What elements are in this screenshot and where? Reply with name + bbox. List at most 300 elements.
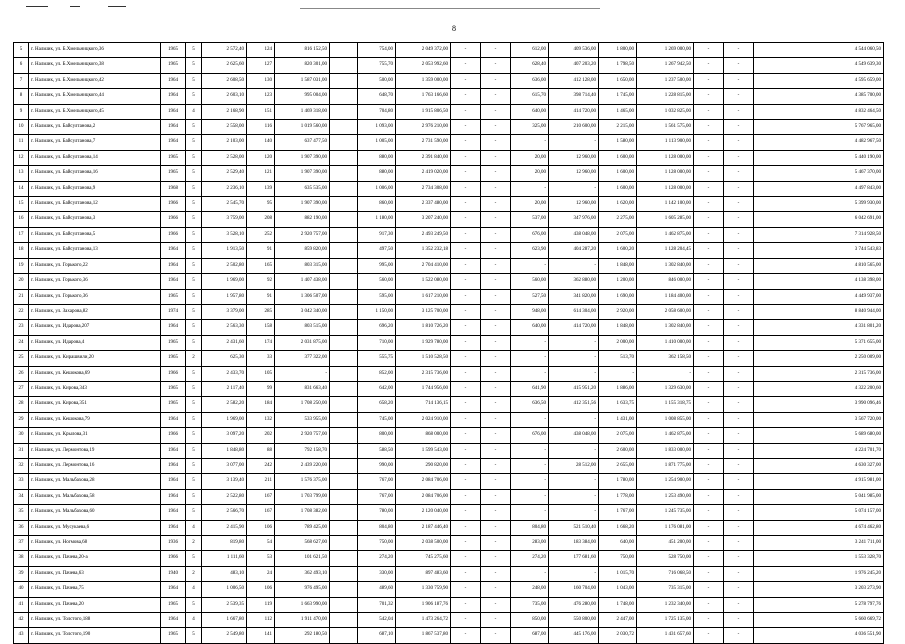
area-c-cell: 676,00 <box>511 227 549 242</box>
area-b-cell: 995,00 <box>358 258 396 273</box>
row-total-cell: 5 074 157,00 <box>754 505 884 520</box>
blank-cell-cell <box>330 274 358 289</box>
area-b-cell: 750,00 <box>358 536 396 551</box>
area-d-cell: 1 778,00 <box>599 489 637 504</box>
area-d-cell: 1 848,00 <box>599 258 637 273</box>
area-b-cell: 588,50 <box>358 443 396 458</box>
table-row <box>14 566 884 581</box>
dash-cell-cell: - <box>694 73 724 88</box>
cost-d-cell: 2 058 600,00 <box>637 304 694 319</box>
total-area-cell: 1 969,00 <box>202 412 247 427</box>
area-d-cell: 1 633,75 <box>599 397 637 412</box>
floors-cell: 5 <box>186 166 202 181</box>
year-built-cell: 1965 <box>161 351 186 366</box>
address-cell: г. Нальчик, ул. Идарова,207 <box>29 320 161 335</box>
blank-cell-cell <box>330 181 358 196</box>
row-number-cell: 16 <box>14 212 29 227</box>
dash-cell-cell: - <box>694 582 724 597</box>
residents-cell: 106 <box>247 520 275 535</box>
dash-cell-cell: - <box>481 597 511 612</box>
area-b-cell: 696,20 <box>358 320 396 335</box>
floors-cell: 5 <box>186 320 202 335</box>
row-number-cell: 35 <box>14 505 29 520</box>
year-built-cell: 1966 <box>161 428 186 443</box>
dash-cell-cell: - <box>724 428 754 443</box>
total-area-cell: 819,80 <box>202 536 247 551</box>
area-d-cell: 1 465,00 <box>599 104 637 119</box>
year-built-cell: 1940 <box>161 566 186 581</box>
dash-cell-cell: - <box>724 320 754 335</box>
table-row <box>14 474 884 489</box>
year-built-cell: 1966 <box>161 212 186 227</box>
year-built-cell: 1965 <box>161 289 186 304</box>
area-d-cell: 1 780,00 <box>599 474 637 489</box>
dash-cell-cell: - <box>724 628 754 643</box>
dash-cell-cell: - <box>724 613 754 628</box>
dash-cell-cell: - <box>694 335 724 350</box>
row-total-cell: 4 549 639,30 <box>754 58 884 73</box>
residents-cell: 242 <box>247 458 275 473</box>
total-area-cell: 1 848,80 <box>202 443 247 458</box>
area-c-cell: 850,00 <box>511 613 549 628</box>
area-b-cell: 497,50 <box>358 243 396 258</box>
cost-c-cell: 412 128,00 <box>549 73 599 88</box>
dash-cell-cell: - <box>481 89 511 104</box>
cost-c-cell: - <box>549 505 599 520</box>
residents-cell: 95 <box>247 197 275 212</box>
dash-cell-cell: - <box>694 120 724 135</box>
cost-b-cell: 1 763 166,60 <box>396 89 451 104</box>
cost-a-cell: 1 407 438,00 <box>275 274 330 289</box>
area-b-cell: 542,04 <box>358 613 396 628</box>
cost-c-cell: 404 287,20 <box>549 243 599 258</box>
row-number-cell: 20 <box>14 274 29 289</box>
dash-cell-cell: - <box>451 397 481 412</box>
cost-b-cell: 2 337 480,00 <box>396 197 451 212</box>
area-d-cell: 2 275,00 <box>599 212 637 227</box>
cost-d-cell: 1 410 000,00 <box>637 335 694 350</box>
row-number-cell: 27 <box>14 381 29 396</box>
cost-d-cell: 1 605 285,00 <box>637 212 694 227</box>
area-d-cell: 2 920,00 <box>599 304 637 319</box>
cost-d-cell: 1 329 630,00 <box>637 381 694 396</box>
blank-cell-cell <box>330 89 358 104</box>
residents-cell: 252 <box>247 227 275 242</box>
cost-b-cell: 1 906 187,76 <box>396 597 451 612</box>
area-b-cell: 745,00 <box>358 412 396 427</box>
total-area-cell: 625,30 <box>202 351 247 366</box>
table-row <box>14 489 884 504</box>
total-area-cell: 2 539,35 <box>202 597 247 612</box>
dash-cell-cell: - <box>481 58 511 73</box>
area-c-cell: - <box>511 412 549 427</box>
row-total-cell: 4 331 801,20 <box>754 320 884 335</box>
dash-cell-cell: - <box>724 43 754 58</box>
area-c-cell: 20,00 <box>511 197 549 212</box>
dash-cell-cell: - <box>724 181 754 196</box>
address-cell: г. Нальчик, ул. Байсултанова,3 <box>29 212 161 227</box>
residents-cell: 92 <box>247 274 275 289</box>
table-row <box>14 58 884 73</box>
dash-cell-cell: - <box>694 613 724 628</box>
cost-c-cell: 409 536,00 <box>549 43 599 58</box>
row-total-cell: 4 630 327,00 <box>754 458 884 473</box>
total-area-cell: 483,10 <box>202 566 247 581</box>
area-d-cell: 1 668,20 <box>599 520 637 535</box>
cost-b-cell: 2 731 590,00 <box>396 135 451 150</box>
area-b-cell: 489,60 <box>358 582 396 597</box>
row-number-cell: 14 <box>14 181 29 196</box>
cost-d-cell: 1 128 000,00 <box>637 166 694 181</box>
area-b-cell: 880,00 <box>358 150 396 165</box>
floors-cell: 5 <box>186 443 202 458</box>
cost-d-cell: 1 833 000,00 <box>637 443 694 458</box>
area-c-cell: 325,00 <box>511 120 549 135</box>
residents-cell: 139 <box>247 181 275 196</box>
area-d-cell: 1 848,00 <box>599 320 637 335</box>
cost-d-cell: 1 245 735,00 <box>637 505 694 520</box>
address-cell: г. Нальчик, ул. Горького,36 <box>29 289 161 304</box>
area-b-cell: 1 093,00 <box>358 120 396 135</box>
floors-cell: 5 <box>186 258 202 273</box>
area-d-cell: 1 580,00 <box>599 135 637 150</box>
row-number-cell: 17 <box>14 227 29 242</box>
year-built-cell: 1964 <box>161 505 186 520</box>
dash-cell-cell: - <box>724 381 754 396</box>
dash-cell-cell: - <box>694 166 724 181</box>
total-area-cell: 3 139,40 <box>202 474 247 489</box>
residents-cell: 123 <box>247 89 275 104</box>
cost-a-cell: 1 907 390,00 <box>275 166 330 181</box>
area-c-cell: 640,00 <box>511 320 549 335</box>
cost-c-cell: 415 951,20 <box>549 381 599 396</box>
area-d-cell: 1 767,00 <box>599 505 637 520</box>
cost-b-cell: 1 867 537,80 <box>396 628 451 643</box>
row-number-cell: 30 <box>14 428 29 443</box>
dash-cell-cell: - <box>694 212 724 227</box>
blank-cell-cell <box>330 243 358 258</box>
dash-cell-cell: - <box>481 366 511 381</box>
dash-cell-cell: - <box>694 381 724 396</box>
cost-c-cell: 412 351,56 <box>549 397 599 412</box>
blank-cell-cell <box>330 628 358 643</box>
blank-cell-cell <box>330 597 358 612</box>
total-area-cell: 3 528,10 <box>202 227 247 242</box>
cost-d-cell: 846 000,00 <box>637 274 694 289</box>
dash-cell-cell: - <box>694 597 724 612</box>
cost-d-cell: 1 267 942,50 <box>637 58 694 73</box>
dash-cell-cell: - <box>481 197 511 212</box>
area-d-cell: 1 800,00 <box>599 43 637 58</box>
blank-cell-cell <box>330 320 358 335</box>
cost-d-cell: 1 725 135,00 <box>637 613 694 628</box>
dash-cell-cell: - <box>694 320 724 335</box>
total-area-cell: 3 097,20 <box>202 428 247 443</box>
table-row <box>14 443 884 458</box>
dash-cell-cell: - <box>451 335 481 350</box>
dash-cell-cell: - <box>451 474 481 489</box>
cost-d-cell: 1 128 000,00 <box>637 181 694 196</box>
row-total-cell: 7 314 928,50 <box>754 227 884 242</box>
address-cell: г. Нальчик, ул. Байсултанова,7 <box>29 135 161 150</box>
cost-b-cell: 1 744 956,00 <box>396 381 451 396</box>
residents-cell: 54 <box>247 536 275 551</box>
dash-cell-cell: - <box>451 351 481 366</box>
cost-a-cell: 803 315,00 <box>275 258 330 273</box>
year-built-cell: 1964 <box>161 412 186 427</box>
residents-cell: 158 <box>247 320 275 335</box>
cost-a-cell: 1 019 560,00 <box>275 120 330 135</box>
dash-cell-cell: - <box>694 551 724 566</box>
dash-cell-cell: - <box>724 335 754 350</box>
cost-d-cell: - <box>637 366 694 381</box>
dash-cell-cell: - <box>481 120 511 135</box>
dash-cell-cell: - <box>724 397 754 412</box>
address-cell: г. Нальчик, ул. Байсултанова,12 <box>29 197 161 212</box>
area-c-cell: - <box>511 566 549 581</box>
total-area-cell: 2 528,00 <box>202 150 247 165</box>
row-number-cell: 8 <box>14 89 29 104</box>
dash-cell-cell: - <box>694 566 724 581</box>
table-row <box>14 289 884 304</box>
floors-cell: 5 <box>186 135 202 150</box>
area-b-cell: 687,10 <box>358 628 396 643</box>
cost-c-cell: 362 880,00 <box>549 274 599 289</box>
table-row <box>14 166 884 181</box>
area-c-cell: 641,90 <box>511 381 549 396</box>
cost-c-cell: 614 304,00 <box>549 304 599 319</box>
area-d-cell: 1 015,70 <box>599 566 637 581</box>
dash-cell-cell: - <box>451 212 481 227</box>
area-c-cell: 628,40 <box>511 58 549 73</box>
cost-a-cell: 2 031 875,00 <box>275 335 330 350</box>
cost-c-cell: 476 280,00 <box>549 597 599 612</box>
table-body <box>14 43 884 644</box>
area-b-cell: 642,00 <box>358 381 396 396</box>
cost-c-cell: - <box>549 351 599 366</box>
area-c-cell: - <box>511 181 549 196</box>
residents-cell: 121 <box>247 166 275 181</box>
area-d-cell: 1 431,00 <box>599 412 637 427</box>
dash-cell-cell: - <box>481 474 511 489</box>
residents-cell: 174 <box>247 335 275 350</box>
row-number-cell: 29 <box>14 412 29 427</box>
area-d-cell: 640,00 <box>599 536 637 551</box>
cost-c-cell: 438 048,00 <box>549 428 599 443</box>
row-number-cell: 9 <box>14 104 29 119</box>
cost-a-cell: 1 907 390,00 <box>275 197 330 212</box>
dash-cell-cell: - <box>481 181 511 196</box>
cost-b-cell: 1 510 528,50 <box>396 351 451 366</box>
cost-a-cell: 533 955,00 <box>275 412 330 427</box>
cost-b-cell: 1 522 080,00 <box>396 274 451 289</box>
row-total-cell: 3 990 096,46 <box>754 397 884 412</box>
table-row <box>14 505 884 520</box>
total-area-cell: 1 957,80 <box>202 289 247 304</box>
floors-cell: 5 <box>186 212 202 227</box>
residents-cell: 202 <box>247 428 275 443</box>
address-cell: г. Нальчик, ул. Б.Хмельницкого,38 <box>29 58 161 73</box>
row-number-cell: 6 <box>14 58 29 73</box>
row-number-cell: 26 <box>14 366 29 381</box>
housing-repair-table <box>13 42 884 644</box>
area-b-cell: 1 150,00 <box>358 304 396 319</box>
cost-d-cell: 1 561 575,00 <box>637 120 694 135</box>
blank-cell-cell <box>330 304 358 319</box>
total-area-cell: 2 103,00 <box>202 135 247 150</box>
row-number-cell: 28 <box>14 397 29 412</box>
row-total-cell: 5 767 965,00 <box>754 120 884 135</box>
table-row <box>14 381 884 396</box>
dash-cell-cell: - <box>694 628 724 643</box>
cost-b-cell: 2 704 410,00 <box>396 258 451 273</box>
table-row <box>14 304 884 319</box>
cost-b-cell: 3 207 240,00 <box>396 212 451 227</box>
dash-cell-cell: - <box>481 43 511 58</box>
area-b-cell: 852,00 <box>358 366 396 381</box>
cost-b-cell: 2 391 840,00 <box>396 150 451 165</box>
area-c-cell: 248,00 <box>511 582 549 597</box>
row-number-cell: 42 <box>14 613 29 628</box>
area-b-cell: 595,00 <box>358 289 396 304</box>
row-total-cell: 8 840 944,00 <box>754 304 884 319</box>
total-area-cell: 1 111,60 <box>202 551 247 566</box>
row-number-cell: 12 <box>14 150 29 165</box>
floors-cell: 5 <box>186 412 202 427</box>
cost-a-cell: 792 158,70 <box>275 443 330 458</box>
area-b-cell: 767,00 <box>358 489 396 504</box>
table-row <box>14 628 884 643</box>
total-area-cell: 2 558,00 <box>202 120 247 135</box>
residents-cell: 184 <box>247 397 275 412</box>
dash-cell-cell: - <box>481 166 511 181</box>
cost-c-cell: 12 960,00 <box>549 197 599 212</box>
year-built-cell: 1966 <box>161 551 186 566</box>
address-cell: г. Нальчик, ул. Б.Хмельницкого,45 <box>29 104 161 119</box>
row-number-cell: 39 <box>14 566 29 581</box>
address-cell: г. Нальчик, ул. Кешокова,69 <box>29 366 161 381</box>
dash-cell-cell: - <box>694 520 724 535</box>
residents-cell: 33 <box>247 351 275 366</box>
dash-cell-cell: - <box>451 536 481 551</box>
year-built-cell: 1964 <box>161 104 186 119</box>
dash-cell-cell: - <box>481 351 511 366</box>
residents-cell: 53 <box>247 551 275 566</box>
floors-cell: 5 <box>186 227 202 242</box>
total-area-cell: 2 625,60 <box>202 58 247 73</box>
table-row <box>14 520 884 535</box>
dash-cell-cell: - <box>451 551 481 566</box>
row-total-cell: 4 449 937,00 <box>754 289 884 304</box>
row-total-cell: 4 036 551,90 <box>754 628 884 643</box>
area-b-cell: 860,00 <box>358 197 396 212</box>
row-total-cell: 4 810 565,00 <box>754 258 884 273</box>
cost-d-cell: 1 232 340,00 <box>637 597 694 612</box>
blank-cell-cell <box>330 412 358 427</box>
total-area-cell: 2 545,70 <box>202 197 247 212</box>
area-c-cell: 948,00 <box>511 304 549 319</box>
dash-cell-cell: - <box>694 135 724 150</box>
cost-d-cell: 362 158,50 <box>637 351 694 366</box>
cost-b-cell: 2 976 210,00 <box>396 120 451 135</box>
cost-c-cell: 210 600,00 <box>549 120 599 135</box>
dash-cell-cell: - <box>724 274 754 289</box>
year-built-cell: 1964 <box>161 489 186 504</box>
blank-cell-cell <box>330 566 358 581</box>
table-row <box>14 197 884 212</box>
dash-cell-cell: - <box>451 458 481 473</box>
cost-b-cell: 2 187 446,40 <box>396 520 451 535</box>
residents-cell: 91 <box>247 289 275 304</box>
cost-a-cell: 1 708 250,00 <box>275 397 330 412</box>
address-cell: г. Нальчик, ул. Мусукаева,6 <box>29 520 161 535</box>
cost-a-cell: 292 180,50 <box>275 628 330 643</box>
area-d-cell: 2 447,00 <box>599 613 637 628</box>
floors-cell: 5 <box>186 181 202 196</box>
year-built-cell: 1964 <box>161 274 186 289</box>
table-row <box>14 428 884 443</box>
cost-a-cell: 2 920 757,00 <box>275 227 330 242</box>
row-number-cell: 5 <box>14 43 29 58</box>
year-built-cell: 1965 <box>161 43 186 58</box>
table-row <box>14 258 884 273</box>
residents-cell: 106 <box>247 582 275 597</box>
cost-d-cell: 716 068,50 <box>637 566 694 581</box>
area-b-cell: 658,20 <box>358 397 396 412</box>
year-built-cell: 1964 <box>161 443 186 458</box>
residents-cell: 165 <box>247 258 275 273</box>
row-total-cell: 4 832 464,50 <box>754 104 884 119</box>
residents-cell: 130 <box>247 73 275 88</box>
dash-cell-cell: - <box>451 320 481 335</box>
year-built-cell: 1965 <box>161 397 186 412</box>
table-row <box>14 582 884 597</box>
year-built-cell: 1936 <box>161 536 186 551</box>
table-row <box>14 335 884 350</box>
area-b-cell: 330,00 <box>358 566 396 581</box>
year-built-cell: 1965 <box>161 628 186 643</box>
area-c-cell: 676,00 <box>511 428 549 443</box>
area-d-cell: 1 600,00 <box>599 181 637 196</box>
address-cell: г. Нальчик, ул. Б.Хмельницкого,36 <box>29 43 161 58</box>
residents-cell: 167 <box>247 505 275 520</box>
dash-cell-cell: - <box>724 489 754 504</box>
address-cell: г. Нальчик, ул. Лермонтова,19 <box>29 443 161 458</box>
area-b-cell: 274,20 <box>358 551 396 566</box>
total-area-cell: 2 117,40 <box>202 381 247 396</box>
cost-c-cell: - <box>549 474 599 489</box>
total-area-cell: 2 522,80 <box>202 489 247 504</box>
dash-cell-cell: - <box>694 104 724 119</box>
dash-cell-cell: - <box>724 58 754 73</box>
dash-cell-cell: - <box>724 197 754 212</box>
dash-cell-cell: - <box>451 597 481 612</box>
dash-cell-cell: - <box>481 304 511 319</box>
table-row <box>14 551 884 566</box>
cost-b-cell: 1 915 806,50 <box>396 104 451 119</box>
cost-d-cell: 1 302 840,00 <box>637 320 694 335</box>
area-c-cell: - <box>511 258 549 273</box>
area-b-cell: 917,30 <box>358 227 396 242</box>
dash-cell-cell: - <box>481 258 511 273</box>
area-c-cell: - <box>511 351 549 366</box>
area-c-cell: 640,00 <box>511 104 549 119</box>
row-total-cell: 3 744 543,83 <box>754 243 884 258</box>
dash-cell-cell: - <box>451 150 481 165</box>
area-d-cell: - <box>599 366 637 381</box>
year-built-cell: 1965 <box>161 597 186 612</box>
dash-cell-cell: - <box>724 212 754 227</box>
